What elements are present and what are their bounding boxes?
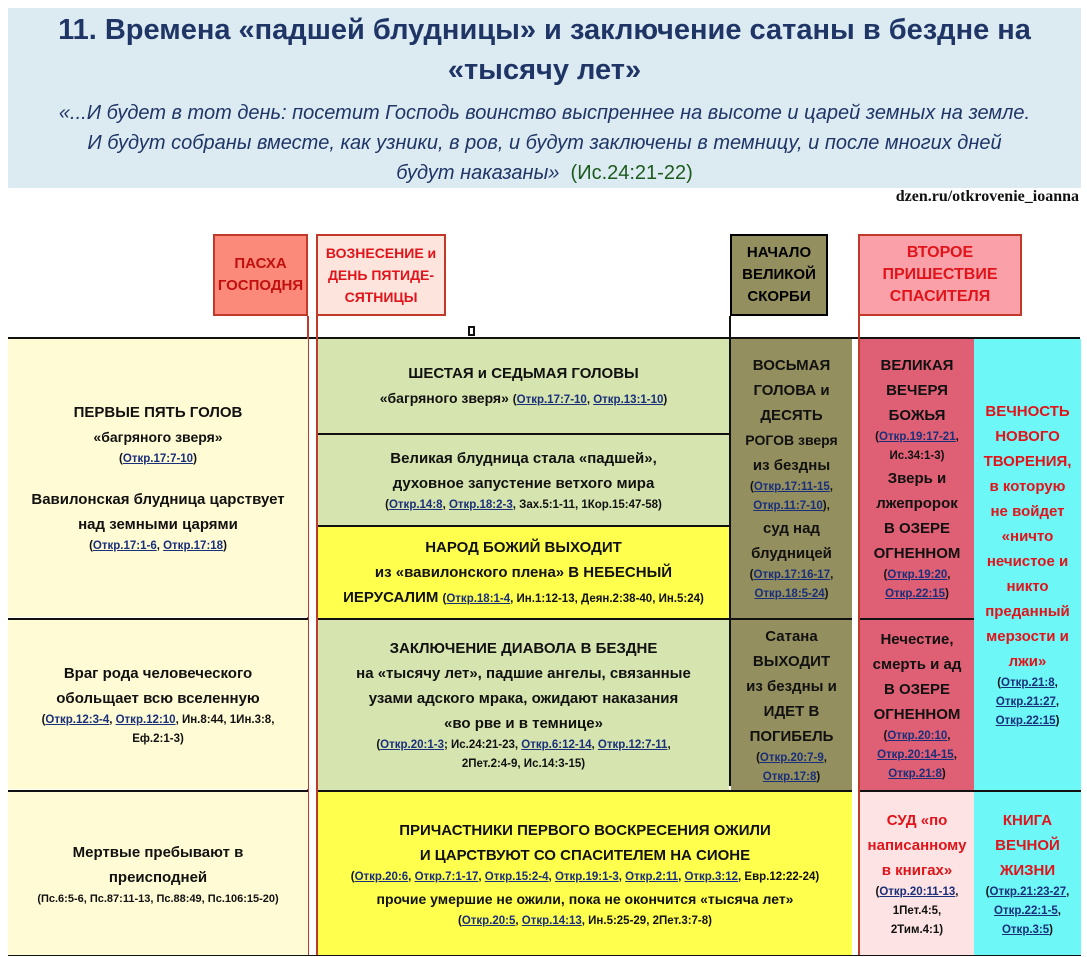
site-link[interactable]: dzen.ru/otkrovenie_ioanna xyxy=(895,188,1079,205)
tribulation-marker: НАЧАЛО ВЕЛИКОЙ СКОРБИ xyxy=(730,234,828,316)
title-line-1: 11. Времена «падшей блудницы» и заключение сатаны в бездне на xyxy=(58,14,1031,46)
quote-line-1: «...И будет в тот день: посетит Господь воинство выспреннее на высоте и царей земных на земле. xyxy=(58,102,1031,124)
left-block-dead: Мертвые пребывают в преисподней (Пс.6:5-6, Пс.87:11-13, Пс.88:49, Пс.106:15-20) xyxy=(8,790,308,956)
title-line-2: «тысячу лет» xyxy=(447,54,642,86)
left-block-heads: ПЕРВЫЕ ПЯТЬ ГОЛОВ «багряного зверя» (Откр.17:7-10) Вавилонская блудница царствует над земными царями (Откр.17:1-6, Откр.17:18) xyxy=(8,339,308,617)
olive-block-satan: Сатана ВЫХОДИТ из бездны и ИДЕТ В ПОГИБЕЛЬ (Откр.20:7-9, Откр.17:8) xyxy=(731,618,852,790)
mid-block-exodus: НАРОД БОЖИЙ ВЫХОДИТ из «вавилонского плена» В НЕБЕСНЫЙ ИЕРУСАЛИМ (Откр.18:1-4, Ин.1:12-13, Деян.2:38-40, Ин.5:24) xyxy=(318,525,729,618)
rose-block-court: СУД «по написанному в книгах» (Откр.20:11-13, 1Пет.4:5, 2Тим.4:1) xyxy=(860,790,974,956)
mid-block-reign: ПРИЧАСТНИКИ ПЕРВОГО ВОСКРЕСЕНИЯ ОЖИЛИ И ЦАРСТВУЮТ СО СПАСИТЕЛЕМ НА СИОНЕ (Откр.20:6, Откр.7:1-17, Откр.15:2-4, Откр.19:1-3, Откр.2:11, Откр.3:12, Евр.12:22-24) прочие умершие не ожили, пока не окончится «тысяча лет» (Откр.20:5, Откр.14:13, Ин.5:25-29, 2Пет.3:7-8) xyxy=(318,790,852,956)
bottom-border xyxy=(8,955,1081,956)
quote-line-3: будут наказаны» xyxy=(396,162,560,184)
tick-marker xyxy=(468,326,475,336)
page-title xyxy=(8,10,1081,90)
quote-line-2: И будут собраны вместе, как узники, в ров, и будут заключены в темницу, и после многих дней xyxy=(87,132,1002,154)
second-coming-marker: ВТОРОЕ ПРИШЕСТВИЕ СПАСИТЕЛЯ xyxy=(858,234,1022,316)
left-block-enemy: Враг рода человеческого обольщает всю вселенную (Откр.12:3-4, Откр.12:10, Ин.8:44, 1Ин.3:8, Еф.2:1-3) xyxy=(8,618,308,789)
quote-reference: (Ис.24:21-22) xyxy=(570,162,693,184)
epigraph-quote xyxy=(14,98,1075,188)
mid-block-harlot: Великая блудница стала «падшей», духовное запустение ветхого мира (Откр.14:8, Откр.18:2-3, Зах.5:1-11, 1Кор.15:47-58) xyxy=(318,433,729,525)
pascha-marker: ПАСХА ГОСПОДНЯ xyxy=(213,234,308,316)
mid-block-heads67: ШЕСТАЯ и СЕДЬМАЯ ГОЛОВЫ «багряного зверя» (Откр.17:7-10, Откр.13:1-10) xyxy=(318,339,729,433)
cyan-block-book: КНИГА ВЕЧНОЙ ЖИЗНИ (Откр.21:23-27, Откр.22:1-5, Откр.3:5) xyxy=(974,790,1081,956)
mid-block-abyss: ЗАКЛЮЧЕНИЕ ДИАВОЛА В БЕЗДНЕ на «тысячу лет», падшие ангелы, связанные узами адского мрака, ожидают наказания «во рве и в темнице» (Откр.20:1-3; Ис.24:21-23, Откр.6:12-14, Откр.12:7-11, 2Пет.2:4-9, Ис.14:3-15) xyxy=(318,618,729,790)
cyan-block-eternity: ВЕЧНОСТЬ НОВОГО ТВОРЕНИЯ, в которую не войдет «ничто нечистое и никто преданный мерзости и лжи» (Откр.21:8, Откр.21:27, Откр.22:15) xyxy=(974,339,1081,790)
ascension-marker: ВОЗНЕСЕНИЕ и ДЕНЬ ПЯТИДЕ- СЯТНИЦЫ xyxy=(316,234,446,316)
rose-block-evil: Нечестие, смерть и ад В ОЗЕРЕ ОГНЕННОМ (Откр.20:10, Откр.20:14-15, Откр.21:8) xyxy=(860,618,974,790)
rose-block-supper: ВЕЛИКАЯ ВЕЧЕРЯ БОЖЬЯ (Откр.19:17-21, Ис.34:1-3) Зверь и лжепророк В ОЗЕРЕ ОГНЕННОМ (Откр.19:20, Откр.22:15) xyxy=(860,339,974,618)
olive-block-eighth: ВОСЬМАЯ ГОЛОВА и ДЕСЯТЬ РОГОВ зверя из бездны (Откр.17:11-15, Откр.11:7-10), суд над блудницей (Откр.17:16-17, Откр.18:5-24) xyxy=(731,339,852,618)
